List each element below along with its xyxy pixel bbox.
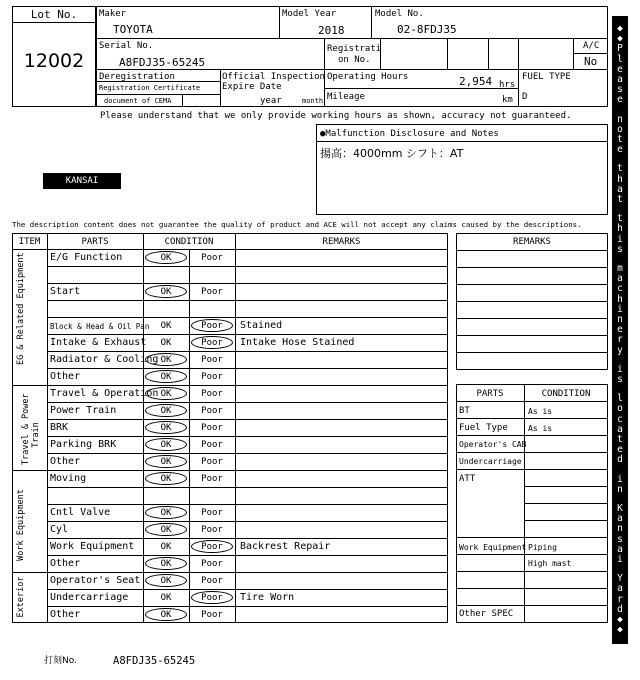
condition-ok: OK: [160, 389, 172, 399]
row-part-label: Work Equipment: [50, 541, 135, 552]
condition-ok: OK: [160, 542, 172, 552]
condition-ok: OK: [160, 423, 172, 433]
ok-circle: [145, 523, 187, 536]
inspection-label-2: Expire Date: [222, 82, 282, 92]
row-part-label: Moving: [50, 473, 87, 484]
model-no-label: Model No.: [375, 9, 424, 19]
right-parts-header: PARTS: [476, 389, 504, 399]
row-part-label: BRK: [50, 422, 69, 433]
fuel-value: As is: [528, 424, 553, 433]
month-label: month: [302, 97, 324, 105]
condition-ok: OK: [160, 610, 172, 620]
col-parts-header: PARTS: [81, 237, 109, 247]
condition-poor: Poor: [201, 474, 223, 484]
condition-ok: OK: [160, 321, 172, 331]
group-label-eg: EG & Related Equipment: [16, 252, 26, 365]
ok-circle: [145, 285, 187, 298]
ok-circle: [145, 574, 187, 587]
col-item-header: ITEM: [18, 237, 41, 247]
condition-poor: Poor: [201, 253, 223, 263]
disclaimer: The description content does not guarantee the quality of product and ACE will not accept any claims caused by the descriptions.: [12, 220, 582, 229]
row-part-label: Parking BRK: [50, 439, 117, 450]
group-label-work: Work Equipment: [16, 489, 26, 561]
work-equipment-label: Work Equipment: [459, 543, 527, 552]
location-badge: KANSAI: [43, 173, 121, 189]
row-part-label: Other: [50, 456, 81, 467]
row-part-label: Travel & Operation: [50, 388, 159, 399]
row-part-label: Radiator & Cooling: [50, 354, 159, 365]
fuel-type-value: D: [522, 92, 528, 102]
condition-poor: Poor: [201, 423, 223, 433]
operator-cab-label: Operator's CAB: [459, 440, 527, 449]
km-unit: km: [502, 95, 513, 105]
right-remarks-header: REMARKS: [513, 237, 551, 247]
condition-poor: Poor: [201, 389, 223, 399]
row-part-label: Cyl: [50, 524, 69, 535]
col-remarks-header: REMARKS: [322, 237, 361, 247]
maker-value: TOYOTA: [113, 23, 153, 36]
condition-ok: OK: [160, 559, 172, 569]
condition-ok: OK: [160, 338, 172, 348]
lot-number: 12002: [23, 50, 85, 72]
year-label: year: [260, 96, 282, 106]
row-part-label: Cntl Valve: [50, 507, 111, 518]
condition-ok: OK: [160, 372, 172, 382]
condition-ok: OK: [160, 287, 172, 297]
row-part-label: Operator's Seat: [50, 575, 141, 586]
high-mast-value: High mast: [528, 559, 572, 568]
row-part-label: Intake & Exhaust: [50, 337, 147, 348]
poor-circle: [191, 319, 233, 332]
stamp-label: 打刻No.: [44, 656, 77, 666]
condition-poor: Poor: [201, 287, 223, 297]
mileage-label: Mileage: [327, 92, 365, 102]
condition-ok: OK: [160, 576, 172, 586]
ok-circle: [145, 370, 187, 383]
side-banner: ◆ ◆ P l e a s e n o t e t h a t t h i s m a c h i n e r y i s l o c a t e d i n K a n s a i Y a r d ◆ ◆: [612, 16, 628, 644]
group-label-exterior: Exterior: [16, 576, 26, 618]
condition-poor: Poor: [201, 525, 223, 535]
model-year-value: 2018: [318, 24, 345, 37]
ok-circle: [145, 421, 187, 434]
maker-label: Maker: [99, 9, 127, 19]
row-part-label: Start: [50, 286, 81, 297]
ok-circle: [145, 251, 187, 264]
ok-circle: [145, 353, 187, 366]
model-no-value: 02-8FDJ35: [397, 23, 457, 36]
row-part-label: Other: [50, 609, 81, 620]
condition-poor: Poor: [201, 355, 223, 365]
operating-hours-label: Operating Hours: [327, 72, 409, 82]
serial-label: Serial No.: [99, 41, 154, 51]
row-part-label: Block & Head & Oil Pan: [50, 322, 150, 331]
row-part-label: Other: [50, 371, 81, 382]
condition-poor: Poor: [201, 508, 223, 518]
group-label-travel-2: Train: [31, 422, 41, 448]
row-part-label: Undercarriage: [50, 592, 129, 603]
lot-label: Lot No.: [30, 8, 78, 21]
col-condition-header: CONDITION: [164, 237, 214, 247]
condition-ok: OK: [160, 440, 172, 450]
undercarriage-label: Undercarriage: [459, 457, 522, 466]
condition-poor: Poor: [201, 576, 223, 586]
poor-circle: [191, 336, 233, 349]
condition-poor: Poor: [201, 372, 223, 382]
model-year-label: Model Year: [282, 9, 337, 19]
deregistration-label: Deregistration: [99, 72, 175, 82]
row-remark: Stained: [240, 320, 283, 331]
inspection-label: Official Inspection: [222, 72, 325, 82]
stamp-value: A8FDJ35-65245: [113, 655, 196, 667]
condition-ok: OK: [160, 457, 172, 467]
group-label-travel: Travel & Power: [21, 393, 31, 465]
condition-poor: Poor: [201, 542, 223, 552]
condition-poor: Poor: [201, 610, 223, 620]
poor-circle: [191, 591, 233, 604]
condition-ok: OK: [160, 508, 172, 518]
fuel-label: Fuel Type: [459, 423, 508, 433]
ok-circle: [145, 404, 187, 417]
condition-ok: OK: [160, 593, 172, 603]
condition-ok: OK: [160, 525, 172, 535]
att-label: ATT: [459, 474, 476, 484]
piping-value: Piping: [528, 543, 557, 552]
ok-circle: [145, 387, 187, 400]
condition-poor: Poor: [201, 440, 223, 450]
ac-value: No: [584, 55, 598, 68]
condition-ok: OK: [160, 406, 172, 416]
bt-value: As is: [528, 407, 553, 416]
row-remark: Tire Worn: [240, 592, 295, 603]
malfunction-title: ●Malfunction Disclosure and Notes: [320, 129, 499, 139]
malfunction-text: 揚高：4000mm シフト：AT: [320, 147, 464, 160]
ok-circle: [145, 506, 187, 519]
other-spec-label: Other SPEC: [459, 609, 514, 619]
operating-hours-value: 2,954: [459, 75, 493, 88]
condition-poor: Poor: [201, 406, 223, 416]
condition-poor: Poor: [201, 593, 223, 603]
condition-poor: Poor: [201, 338, 223, 348]
condition-poor: Poor: [201, 559, 223, 569]
serial-value: A8FDJ35-65245: [119, 56, 206, 69]
ok-circle: [145, 608, 187, 621]
condition-ok: OK: [160, 474, 172, 484]
bt-label: BT: [459, 406, 470, 416]
cema-label: document of CEMA: [104, 97, 172, 105]
condition-ok: OK: [160, 253, 172, 263]
row-part-label: Other: [50, 558, 81, 569]
fuel-type-label: FUEL TYPE: [522, 72, 571, 82]
condition-poor: Poor: [201, 321, 223, 331]
condition-ok: OK: [160, 355, 172, 365]
ok-circle: [145, 557, 187, 570]
registration-certificate-label: Registration Certificate: [99, 84, 201, 92]
row-remark: Intake Hose Stained: [240, 337, 355, 348]
row-part-label: E/G Function: [50, 252, 123, 263]
condition-poor: Poor: [201, 457, 223, 467]
registration-label-2: on No.: [338, 55, 371, 65]
ok-circle: [145, 455, 187, 468]
ac-label: A/C: [583, 41, 600, 51]
hrs-unit: hrs: [499, 80, 516, 90]
row-remark: Backrest Repair: [240, 541, 331, 552]
ok-circle: [145, 472, 187, 485]
registration-label: Registrati: [327, 44, 382, 54]
poor-circle: [191, 540, 233, 553]
ok-circle: [145, 438, 187, 451]
row-part-label: Power Train: [50, 405, 117, 416]
right-condition-header: CONDITION: [541, 389, 591, 399]
working-hours-notice: Please understand that we only provide working hours as shown, accuracy not guaranteed.: [100, 111, 572, 121]
